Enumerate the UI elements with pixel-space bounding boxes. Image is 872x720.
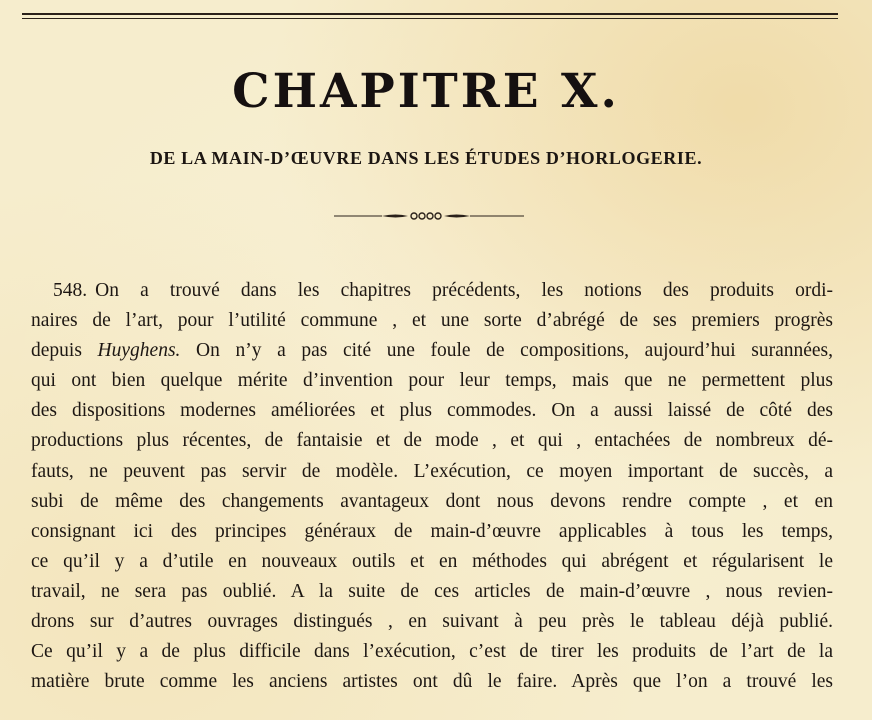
text-line: drons sur d’autres ouvrages distingués , en suivant à peu près le tableau déjà publié. xyxy=(31,611,833,633)
text-line: travail, ne sera pas oublié. A la suite de ces articles de main-d’œuvre , nous revien- xyxy=(31,580,833,602)
text-line: fauts, ne peuvent pas servir de modèle. L’exécution, ce moyen important de succès, a xyxy=(31,460,833,482)
text-line: des dispositions modernes améliorées et plus commodes. On a aussi laissé de côté des xyxy=(31,400,833,422)
text-line-content: depuis xyxy=(31,340,82,362)
chapter-subtitle: DE LA MAIN-D’ŒUVRE DANS LES ÉTUDES D’HORLOGERIE. xyxy=(149,148,703,168)
paragraph-number: 548. xyxy=(53,280,88,301)
text-line-content: On n’y a pas cité une foule de compositions, aujourd’hui surannées, xyxy=(196,340,833,362)
header-double-rule xyxy=(22,13,838,19)
text-line xyxy=(31,336,833,366)
text-line: consignant ici des principes généraux de main-d’œuvre applicables à tous les temps, xyxy=(31,520,833,542)
text-line: qui ont bien quelque mérite d’invention pour leur temps, mais que ne permettent plus xyxy=(31,370,833,392)
text-line: naires de l’art, pour l’utilité commune , et une sorte d’abrégé de ses premiers progrès xyxy=(31,310,833,332)
chapter-title: CHAPITRE X. xyxy=(232,64,620,119)
text-line: subi de même des changements avantageux dont nous devons rendre compte , et en xyxy=(31,490,833,512)
paragraph-548 xyxy=(31,276,833,697)
text-line: ce qu’il y a d’utile en nouveaux outils et en méthodes qui abrégent et régularisent le xyxy=(31,550,833,572)
text-line: matière brute comme les anciens artistes ont dû le faire. Après que l’on a trouvé les xyxy=(31,671,833,693)
text-line: productions plus récentes, de fantaisie et de mode , et qui , entachées de nombreux dé- xyxy=(31,430,833,452)
italic-name: Huyghens. xyxy=(97,340,181,362)
text-line: Ce qu’il y a de plus difficile dans l’exécution, c’est de tirer les produits de l’art de la xyxy=(31,641,833,663)
text-line xyxy=(31,276,833,306)
decorative-divider xyxy=(334,207,524,225)
text-line-content: On a trouvé dans les chapitres précédents, les notions des produits ordi- xyxy=(95,280,833,301)
